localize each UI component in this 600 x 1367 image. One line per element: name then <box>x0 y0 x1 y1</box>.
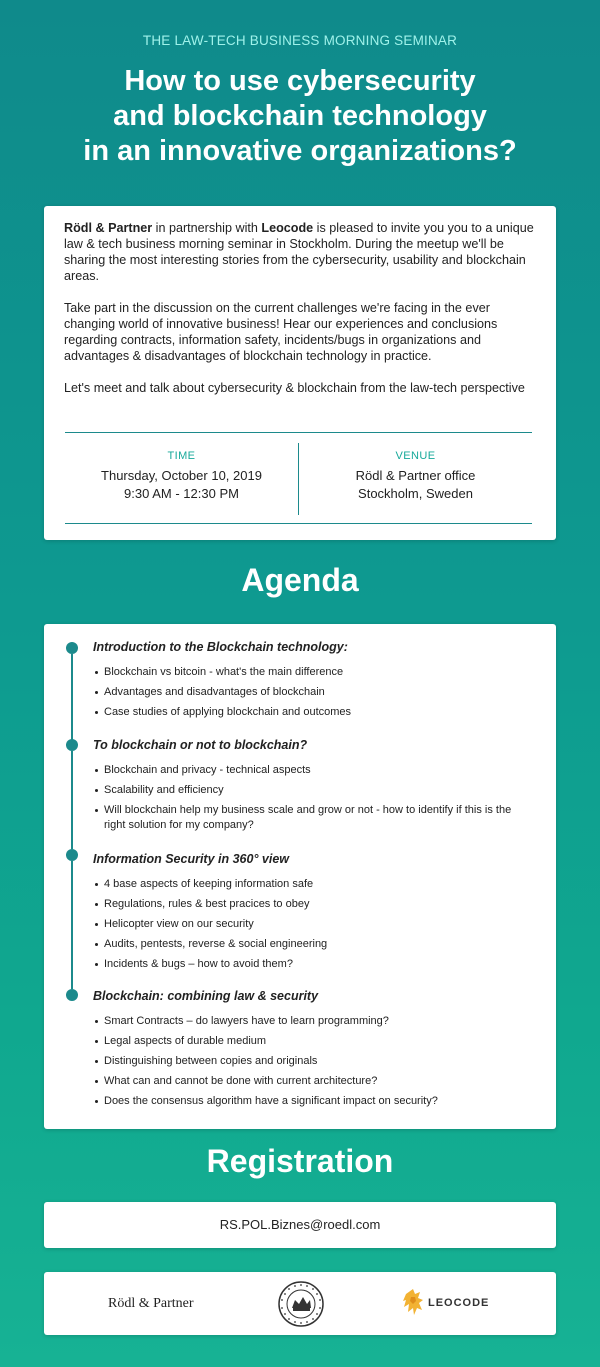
partner-logos-card <box>44 1272 556 1335</box>
timeline-line <box>71 751 73 849</box>
agenda-items <box>94 1014 534 1114</box>
seminar-eyebrow: THE LAW-TECH BUSINESS MORNING SEMINAR <box>142 33 458 48</box>
agenda-items <box>94 763 534 838</box>
event-hours: 9:30 AM - 12:30 PM <box>124 486 239 501</box>
agenda-item: Will blockchain help my business scale and grow or not - how to identify if this is the right solution for my company? <box>94 803 534 832</box>
title-line: and blockchain technology <box>113 100 487 132</box>
agenda-item: Legal aspects of durable medium <box>94 1034 534 1049</box>
leocode-lion-icon <box>402 1288 424 1316</box>
agenda-item: Helicopter view on our security <box>94 917 534 932</box>
agenda-item: Regulations, rules & best pracices to obey <box>94 897 534 912</box>
intro-paragraph: Let's meet and talk about cybersecurity & blockchain from the law-tech perspective <box>64 381 525 395</box>
agenda-item: What can and cannot be done with current architecture? <box>94 1074 534 1089</box>
time-column <box>65 433 298 523</box>
agenda-items <box>94 877 534 977</box>
agenda-item: Advantages and disadvantages of blockchain <box>94 685 534 700</box>
title-line: How to use cybersecurity <box>124 65 476 97</box>
event-date: Thursday, October 10, 2019 <box>101 468 262 483</box>
leocode-name: Leocode <box>261 221 314 235</box>
agenda-item: Audits, pentests, reverse & social engineering <box>94 937 534 952</box>
timeline-dot <box>66 739 78 751</box>
venue-name: Rödl & Partner office <box>355 468 476 483</box>
title-line: in an innovative organizations? <box>83 135 517 167</box>
timeline-line <box>71 654 73 740</box>
registration-title: Registration <box>206 1143 394 1179</box>
agenda-item: Blockchain vs bitcoin - what's the main difference <box>94 665 534 680</box>
agenda-topic: To blockchain or not to blockchain? <box>93 738 308 752</box>
agenda-item: Smart Contracts – do lawyers have to learn programming? <box>94 1014 534 1029</box>
agenda-topic: Information Security in 360° view <box>93 852 290 866</box>
venue-city: Stockholm, Sweden <box>358 486 473 501</box>
timeline-dot <box>66 989 78 1001</box>
intro-paragraph <box>64 220 536 284</box>
agenda-item: Incidents & bugs – how to avoid them? <box>94 957 534 972</box>
venue-label: VENUE <box>395 450 436 462</box>
agenda-topic: Introduction to the Blockchain technology: <box>93 640 348 654</box>
timeline-dot <box>66 849 78 861</box>
chamber-of-commerce-seal-icon <box>277 1280 325 1328</box>
venue-column <box>299 433 532 523</box>
agenda-item: Distinguishing between copies and originals <box>94 1054 534 1069</box>
timeline-line <box>71 861 73 989</box>
registration-email-link[interactable]: RS.POL.Biznes@roedl.com <box>219 1217 381 1232</box>
intro-paragraph: Take part in the discussion on the current challenges we're facing in the ever changing world of innovative business! Hear our experiences and conclusions regarding contracts, information safety, incidents/bugs in organizations and advantages & disadvantages of blockchain technology in practice. <box>64 301 498 363</box>
agenda-items <box>94 665 534 725</box>
rodl-partner-logo: Rödl & Partner <box>108 1296 194 1311</box>
seminar-title <box>20 64 580 169</box>
agenda-item: Blockchain and privacy - technical aspects <box>94 763 534 778</box>
agenda-item: 4 base aspects of keeping information safe <box>94 877 534 892</box>
intro-text: is pleased to invite you you to a unique law & tech business morning seminar in Stockholm. During the meetup we'll be sharing the most interesting stories from the cybersecurity, usability and blockchain areas. <box>64 221 534 283</box>
agenda-item: Scalability and efficiency <box>94 783 534 798</box>
timeline-dot <box>66 642 78 654</box>
leocode-logo-text: LEOCODE <box>428 1297 490 1309</box>
rodl-partner-name: Rödl & Partner <box>64 221 153 235</box>
intro-text: in partnership with <box>152 221 262 235</box>
agenda-title: Agenda <box>241 562 359 598</box>
event-details <box>65 432 532 524</box>
registration-email-card <box>44 1202 556 1248</box>
agenda-item: Case studies of applying blockchain and outcomes <box>94 705 534 720</box>
agenda-item: Does the consensus algorithm have a significant impact on security? <box>94 1094 534 1109</box>
invitation-card <box>44 206 556 540</box>
agenda-topic: Blockchain: combining law & security <box>93 989 319 1003</box>
time-label: TIME <box>167 450 196 462</box>
agenda-card <box>44 624 556 1129</box>
